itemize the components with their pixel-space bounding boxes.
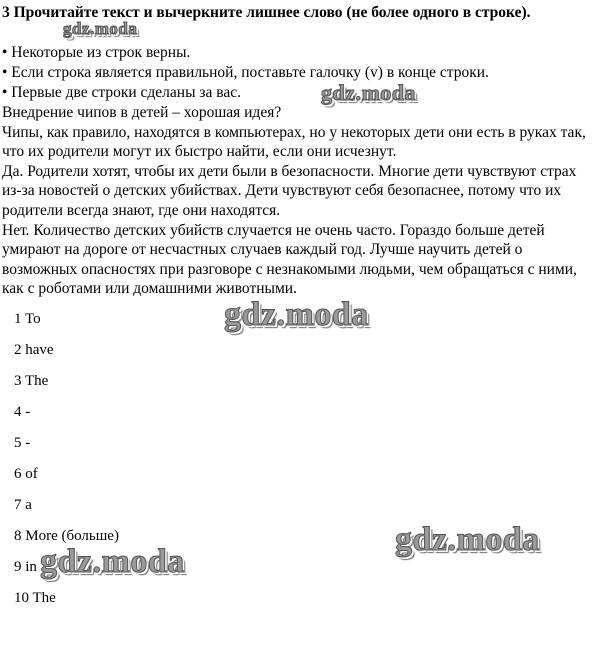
answer-item: 7 a	[14, 497, 32, 513]
answer-item: 2 have	[14, 342, 54, 358]
instruction-item: • Первые две строки сделаны за вас.	[2, 84, 241, 101]
watermark: gdz.moda	[321, 80, 417, 105]
instructions-list	[2, 43, 587, 103]
watermark: gdz.moda	[40, 543, 185, 580]
answer-item: 10 The	[14, 590, 56, 606]
article-paragraph: Да. Родители хотят, чтобы их дети были в безопасности. Многие дети чувствуют страх из-за новостей о детских убийствах. Дети чувствуют себя безопаснее, потому что их родители всегда знают, где они находятся.	[2, 162, 577, 219]
instruction-item: • Если строка является правильной, поставьте галочку (v) в конце строки.	[2, 64, 489, 81]
article-heading: Внедрение чипов в детей – хорошая идея?	[2, 104, 282, 121]
answer-item: 5 -	[14, 435, 31, 451]
watermark: gdz.moda	[224, 296, 369, 333]
answer-item: 1 To	[14, 311, 41, 327]
instruction-item: • Некоторые из строк верны.	[2, 44, 191, 61]
article-text	[2, 103, 588, 299]
task-title: 3 Прочитайте текст и вычеркните лишнее слово (не более одного в строке).	[2, 4, 531, 21]
article-paragraph: Чипы, как правило, находятся в компьютерах, но у некоторых дети они есть в руках так, что их родители могут их быстро найти, если они исчезнут.	[2, 123, 586, 161]
article-paragraph: Нет. Количество детских убийств случается не очень часто. Гораздо больше детей умирают на дороге от несчастных случаев каждый год. Лучше научить детей о возможных опасностях при разговоре с незнакомыми людьми, чем обращаться с ними, как с роботами или домашними животными.	[2, 221, 577, 298]
answer-item: 6 of	[14, 466, 38, 482]
watermark: gdz.moda	[395, 521, 540, 558]
watermark: gdz.moda	[63, 19, 138, 38]
answer-item: 8 More (больше)	[14, 528, 119, 544]
answer-item: 4 -	[14, 404, 31, 420]
answer-item: 3 The	[14, 373, 49, 389]
answer-item: 9 in	[14, 559, 37, 575]
